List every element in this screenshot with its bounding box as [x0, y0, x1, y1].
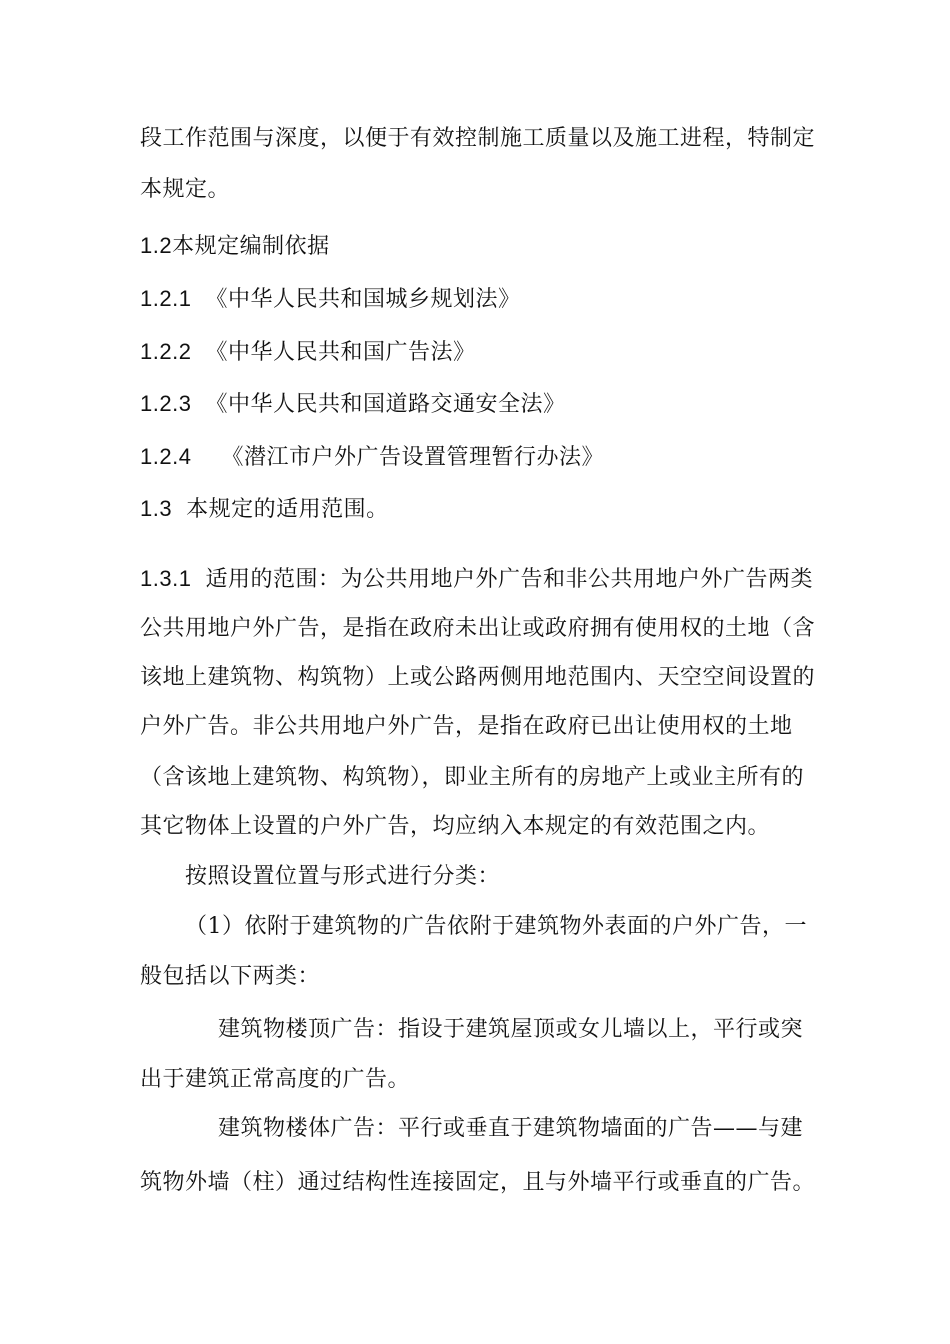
paragraph-line: [140, 712, 793, 742]
paragraph-line: [140, 124, 815, 154]
paragraph-line: [140, 614, 815, 644]
text: （含该地上建筑物、构筑物），即业主所有的房地产上或业主所有的: [140, 765, 805, 790]
section-number: 1.2.3: [140, 391, 192, 416]
paragraph-line: [140, 763, 804, 793]
section-item-1-2-2: [140, 337, 475, 368]
text: 本规定。: [140, 177, 231, 202]
paragraph-line: [140, 1168, 815, 1198]
paragraph-line: [140, 812, 770, 842]
text: 建筑物楼体广告：平行或垂直于建筑物墙面的广告——与建: [218, 1116, 804, 1141]
section-heading-1-3: [140, 494, 389, 525]
paragraph-line: [140, 663, 815, 693]
text: 建筑物楼顶广告：指设于建筑屋顶或女儿墙以上，平行或突: [218, 1017, 804, 1042]
text: 户外广告。非公共用地户外广告，是指在政府已出让使用权的土地: [140, 714, 793, 739]
text: 段工作范围与深度，以便于有效控制施工质量以及施工进程，特制定: [140, 126, 816, 151]
section-title: 《中华人民共和国城乡规划法》: [205, 287, 521, 312]
text: 般包括以下两类：: [140, 964, 321, 989]
text: 该地上建筑物、构筑物）上或公路两侧用地范围内、天空空间设置的: [140, 665, 816, 690]
text: 按照设置位置与形式进行分类：: [185, 864, 501, 889]
section-item-1-2-3: [140, 389, 565, 420]
section-item-1-2-4: [140, 442, 604, 473]
section-title: 《中华人民共和国道路交通安全法》: [205, 392, 566, 417]
section-number: 1.2.4: [140, 444, 192, 469]
section-number: 1.3.1: [140, 566, 192, 591]
paragraph-line: [140, 1065, 410, 1095]
paragraph-line: [140, 962, 320, 992]
text: 其它物体上设置的户外广告，均应纳入本规定的有效范围之内。: [140, 814, 771, 839]
section-item-1-3-1: [140, 564, 813, 595]
section-heading-1-2: [140, 231, 330, 262]
paragraph-line: [140, 175, 230, 205]
classification-intro: [185, 862, 500, 892]
rooftop-ad-definition: [218, 1015, 803, 1045]
list-item-1: [185, 912, 807, 942]
section-text: 适用的范围：为公共用地户外广告和非公共用地户外广告两类: [205, 567, 813, 592]
list-marker: （1）: [185, 914, 245, 939]
section-number: 1.2: [140, 233, 173, 258]
section-item-1-2-1: [140, 284, 520, 315]
facade-ad-definition: [218, 1114, 803, 1144]
text: 依附于建筑物的广告依附于建筑物外表面的户外广告，一: [244, 914, 808, 939]
section-number: 1.2.2: [140, 339, 192, 364]
section-title: 本规定的适用范围。: [186, 497, 389, 522]
text: 公共用地户外广告，是指在政府未出让或政府拥有使用权的土地（含: [140, 616, 816, 641]
section-title: 本规定编制依据: [172, 234, 330, 259]
section-title: 《潜江市户外广告设置管理暂行办法》: [221, 445, 604, 470]
text: 出于建筑正常高度的广告。: [140, 1067, 411, 1092]
section-number: 1.2.1: [140, 286, 192, 311]
section-number: 1.3: [140, 496, 173, 521]
section-title: 《中华人民共和国广告法》: [205, 340, 476, 365]
text: 筑物外墙（柱）通过结构性连接固定，且与外墙平行或垂直的广告。: [140, 1170, 816, 1195]
